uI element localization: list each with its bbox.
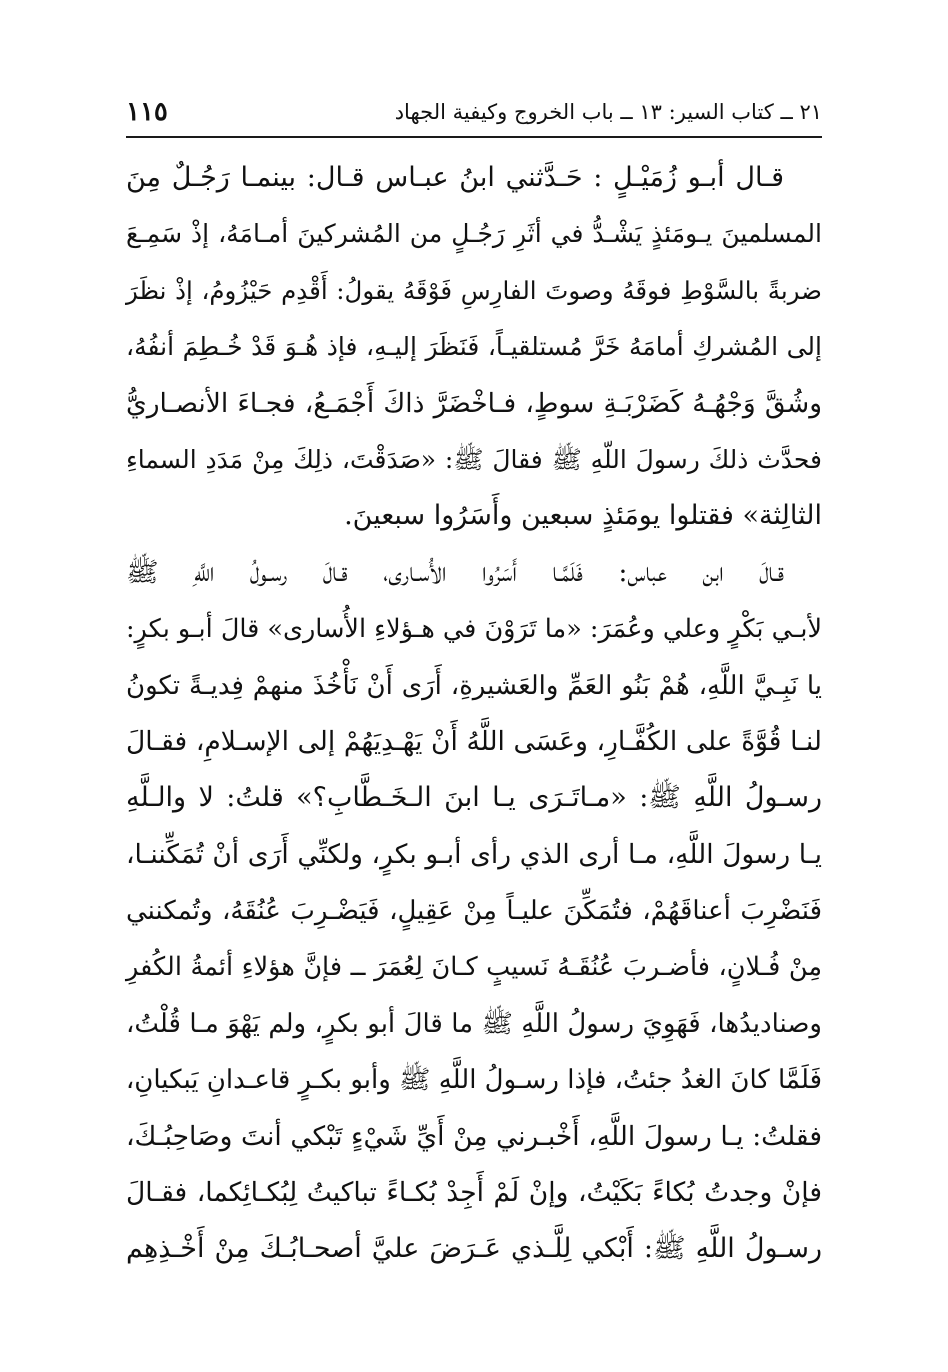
page-number: ١١٥ — [126, 97, 168, 127]
body-text — [126, 150, 822, 1278]
text-line: وصناديدُها، فَهَوِيَ رسولُ اللَّهِ ﷺ ما قالَ أبو بكرٍ، ولم يَهْوَ مـا قُلْتُ، — [126, 1008, 822, 1039]
text-line: رسـولُ اللَّهِ ﷺ: «مـاتَـرَى يـا ابنَ الـخَـطَّابِ؟» قلتُ: لا والـلَّهِ — [126, 782, 822, 814]
text-line: فَلَمَّا كانَ الغدُ جئتُ، فإذا رسـولُ اللَّهِ ﷺ وأبو بكـرٍ قاعـدانِ يَبكيانِ، — [125, 1065, 822, 1096]
text-line: ضربةً بالسَّوْطِ فوقَهُ وصوتَ الفارِسِ فَوْقَهُ يقولُ: أَقْدِم حَيْزُومُ، إذْ نظَرَ — [126, 275, 822, 305]
text-line: لنـا قُوَّةً على الكُفَّـارِ، وعَسَى اللَّهُ أَنْ يَهْـدِيَهُمْ إلى الإسـلامِ، فقـالَ — [126, 725, 822, 757]
text-line: قـال أبـو زُمَيْـلٍ : حَـدَّثني ابنُ عبـاس قـال: بينمـا رَجُـلٌ مِنَ — [126, 162, 784, 193]
text-line: قـالَ ابن عباس: فَلَمَّـا أَسَرُوا الأُسـارى، قـالَ رسـولُ اللَّهِ ﷺ — [126, 556, 784, 588]
text-line: مِنْ فُـلانٍ، فأضـربَ عُنُقَـهُ نَسيبٍ كـانَ لِعُمَرَ ــ فإنَّ هؤلاءِ أئمةُ الكُفرِ — [126, 952, 822, 983]
header-rule — [126, 136, 822, 138]
text-line: إلى المُشركِ أمامَهُ خَرَّ مُستلقيـاً، فَنَظَرَ إليـهِ، فإذ هُـوَ قَدْ خُـطِمَ أنفُهُ، — [126, 332, 822, 362]
text-line: الثالِثة» فقتلوا يومَئذٍ سبعين وأَسَرُوا سبعينَ. — [344, 500, 822, 532]
text-line: فَنَضْرِبَ أعناقَهُمْ، فتُمَكِّنَ عليـاً مِنْ عَقِيلٍ، فَيَضْـرِبَ عُنُقَهُ، وتُمكنني — [126, 896, 822, 927]
text-line: وشُقَّ وَجْهُـهُ كَضَرْبَـةِ سوطٍ، فـاخْضَرَّ ذاكَ أَجْمَـعُ، فجـاءَ الأنصـاريُّ — [126, 387, 822, 419]
text-line: فحدَّث ذلكَ رسولَ اللّهِ ﷺ فقالَ ﷺ: «صَدَقْتَ، ذلِكَ مِنْ مَدَدِ السماءِ — [126, 444, 822, 474]
text-line: فإنْ وجدتُ بُكاءً بَكَيْتُ، وإنْ لَمْ أَجِدْ بُكـاءً تباكيتُ لِبُكـائِكما، فقـالَ — [126, 1177, 822, 1209]
page-header — [126, 92, 822, 132]
text-line: يا نَبِـيَّ اللَّهِ، هُمْ بَنُو العَمِّ والعَشيرةِ، أَرَى أَنْ نَأْخُذَ منهمْ فِديـةً تكونُ — [126, 670, 822, 701]
text-line: رسـولُ اللَّهِ ﷺ: أَبْكي لِلَّـذي عَـرَضَ عليَّ أصحـابُـكَ مِنْ أَخْـذِهِم — [126, 1233, 822, 1265]
text-line: لأبـي بَكْرٍ وعلي وعُمَرَ: «ما تَرَوْنَ في هـؤلاءِ الأُسارى» قالَ أبـو بكرٍ: — [125, 614, 822, 645]
text-line: المسلمينَ يـومَئذٍ يَشْـدُّ في أثَرِ رَجُـلٍ من المُشركينَ أمـامَهُ، إذْ سَمِـعَ — [126, 219, 822, 249]
running-head: ٢١ ــ كتاب السير: ١٣ ــ باب الخروج وكيفية الجهاد — [394, 100, 822, 124]
text-line: فقلتُ: يـا رسولَ اللَّهِ، أَخْبـرني مِنْ أَيِّ شَيْءٍ تَبْكي أنتَ وصَاحِبُـكَ، — [126, 1120, 822, 1152]
text-line: يـا رسولَ اللَّهِ، مـا أرى الذي رأى أبـو بكرٍ، ولكنِّي أَرَى أنْ تُمَكِّننـا، — [126, 838, 822, 870]
